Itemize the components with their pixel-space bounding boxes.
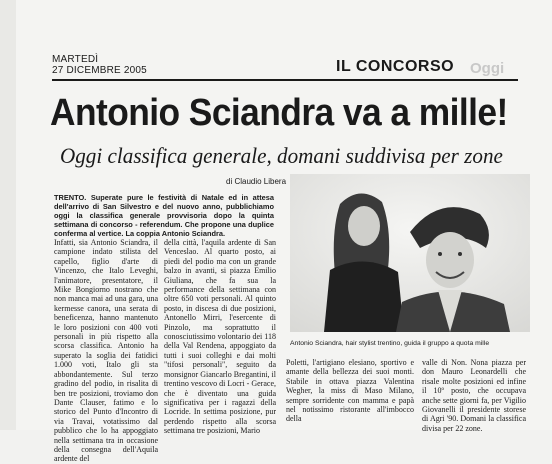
- dateline: [52, 54, 147, 76]
- article-column-4: valle di Non. Nona piazza per don Mauro Leonardelli che risale molte posizioni ed infine il 10º posto, che occupava anche sette giorni fa, per Vigilio Giovanelli il presidente storese di Agri '90. Domani la classifica divisa per 22 zone.: [422, 358, 526, 433]
- lead-paragraph: [54, 193, 274, 238]
- man-face: [426, 232, 474, 288]
- lead-tail: Sciandra.: [191, 229, 226, 238]
- byline: di Claudio Libera: [226, 177, 287, 186]
- photo-caption: Antonio Sciandra, hair stylist trentino, guida il gruppo a quota mille: [290, 340, 490, 347]
- woman-face: [348, 206, 380, 246]
- header-rule: [52, 79, 518, 81]
- lead-text: TRENTO. Superate pure le festività di Natale ed in attesa dell'arrivo di San Silvestro e del nuovo anno, pubblichiamo oggi la classifica generale provvisoria dopo la quinta settimana di concorso - referendum. Che propone una duplice conferma al vertice. La coppia Antonio: [54, 193, 274, 238]
- article-column-3: Poletti, l'artigiano elesiano, sportivo e amante della bellezza dei suoi monti. Stabile in ottava piazza Valentina Wegher, la miss di Maso Milano, sempre sorridente con mamma e papà nel notissimo ristorante all'imbocco della: [286, 358, 414, 424]
- section-title: IL CONCORSO: [336, 58, 455, 75]
- dateline-day: MARTEDÌ: [52, 54, 99, 65]
- photo-image: [290, 174, 530, 332]
- article-column-2: della città, l'aquila ardente di San Venceslao. Al quarto posto, ai piedi del podio ma con un grande balzo in avanti, si piazza Emilio Giuliana, che fa sua la performance della settimana con oltre 650 voti personali. Al quinto posto, in discesa di due posizioni, Antonello Mirri, l'esercente di Pinzolo, ma soprattutto il conosciutissimo volontario dei 118 della Val Rendena, appoggiato da tutti i suoi colleghi e dai molti "tifosi personali", seguito da monsignor Giancarlo Bregantini, il trentino vescovo di Locri - Gerace, che è diventato una guida significativa per i ragazzi della Locride. In settima posizione, pur perdendo rispetto alla scorsa settimana tre posizioni, Mario: [164, 238, 276, 436]
- headline: Antonio Sciandra va a mille!: [50, 92, 508, 134]
- subheadline: Oggi classifica generale, domani suddivisa per zone: [60, 143, 503, 168]
- article-photo: [290, 174, 530, 332]
- dateline-date: 27 DICEMBRE 2005: [52, 65, 147, 76]
- scan-edge: [0, 0, 16, 430]
- section-ghost-text: Oggi: [470, 60, 505, 77]
- article-column-1: Infatti, sia Antonio Sciandra, il campione indato stilista del capello, figlio d'arte di Vincenzo, che Italo Leveghi, l'animatore, presentatore, il Mike Bongiorno nostrano che non manca mai ad una gara, una kermesse canora, una serata di beneficenza, hanno mantenuto le loro posizioni con 400 voti personali in più rispetto alla scorsa classifica. Antonio ha superato la soglia dei fatidici 1.000 voti, Italo gli sta abbondantemente. Sul terzo gradino del podio, in risalita di ben tre posizioni, troviamo don Dante Clauser, fatimo e lo storico del Punto d'Incontro di via Travai, votatissimo dal pubblico che lo ha appoggiato nella settimana tra in occasione della consegna dell'Aquila ardente del: [54, 238, 158, 464]
- woman-body: [324, 261, 404, 332]
